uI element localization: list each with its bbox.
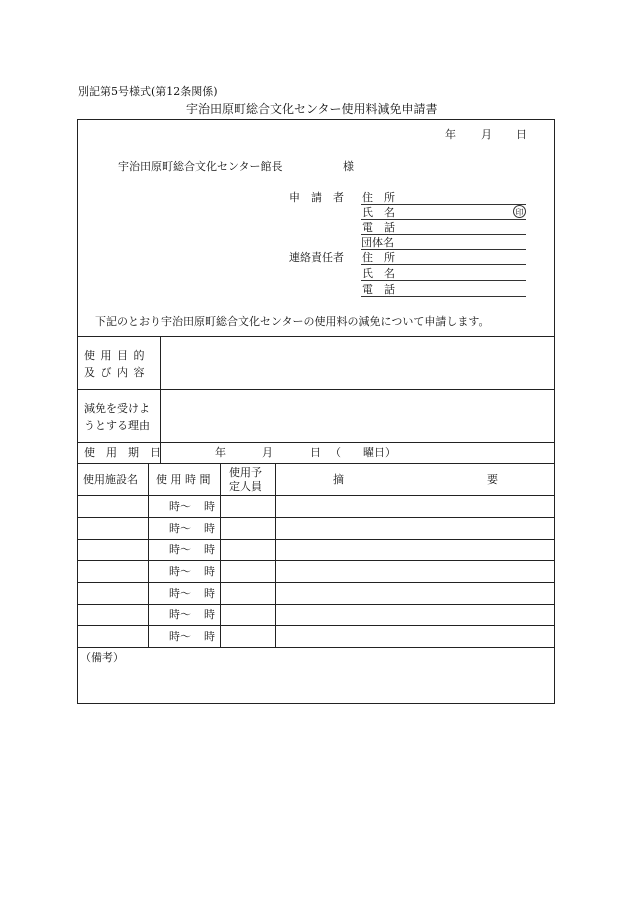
applicant-address-line[interactable]: [361, 204, 526, 205]
time-column-header: 使 用 時 間: [156, 473, 211, 486]
form-title: 宇治田原町総合文化センター使用料減免申請書: [186, 102, 438, 116]
applicant-phone-line[interactable]: [361, 234, 526, 235]
row-time-to: 時: [204, 565, 215, 578]
people-column-header-line2: 定人員: [229, 480, 262, 493]
remarks-input-area[interactable]: [78, 648, 554, 703]
divider-period-top: [77, 442, 555, 443]
applicant-name-label: 氏 名: [362, 206, 395, 219]
seal-mark: 印: [513, 205, 526, 218]
period-month: 月: [262, 446, 273, 459]
date-year: 年: [445, 128, 456, 141]
period-weekday: 曜日）: [363, 446, 396, 459]
recipient-honorific: 様: [343, 160, 354, 173]
date-month: 月: [481, 128, 492, 141]
period-day: 日: [310, 446, 321, 459]
facility-column-divider: [148, 463, 149, 647]
contact-address-label: 住 所: [362, 251, 395, 264]
application-statement: 下記のとおり宇治田原町総合文化センターの使用料の減免について申請します。: [95, 315, 490, 328]
row-time-from: 時～: [169, 522, 191, 535]
contact-address-line[interactable]: [361, 264, 526, 265]
row-time-from: 時～: [169, 587, 191, 600]
org-name-line[interactable]: [361, 249, 526, 250]
row-time-from: 時～: [169, 543, 191, 556]
contact-phone-label: 電 話: [362, 283, 395, 296]
recipient-name: 宇治田原町総合文化センター館長: [118, 160, 283, 173]
reason-input-area[interactable]: [161, 390, 554, 441]
row-time-to: 時: [204, 500, 215, 513]
purpose-label-line2: 及 び 内 容: [84, 366, 146, 379]
summary-column-header-right: 要: [487, 473, 498, 486]
reason-label-line2: うとする理由: [84, 419, 150, 432]
date-day: 日: [516, 128, 527, 141]
people-column-divider: [275, 463, 276, 647]
facility-column-header: 使用施設名: [83, 473, 138, 486]
contact-label: 連絡責任者: [289, 251, 344, 264]
reason-label-line1: 減免を受けよ: [84, 402, 150, 415]
row-time-to: 時: [204, 630, 215, 643]
applicant-label: 申 請 者: [289, 191, 344, 204]
summary-column-header-left: 摘: [333, 473, 344, 486]
row-time-from: 時～: [169, 608, 191, 621]
row-time-from: 時～: [169, 565, 191, 578]
contact-phone-line[interactable]: [361, 296, 526, 297]
applicant-phone-label: 電 話: [362, 221, 395, 234]
period-open-paren: （: [330, 446, 341, 459]
row-time-from: 時～: [169, 500, 191, 513]
applicant-name-line[interactable]: [361, 219, 526, 220]
contact-name-line[interactable]: [361, 280, 526, 281]
period-label: 使 用 期 日: [84, 446, 161, 459]
org-name-label: 団体名: [361, 236, 394, 249]
purpose-label-line1: 使 用 目 的: [84, 349, 146, 362]
row-time-to: 時: [204, 608, 215, 621]
applicant-address-label: 住 所: [362, 191, 395, 204]
time-column-divider: [220, 463, 221, 647]
purpose-input-area[interactable]: [161, 337, 554, 388]
remarks-label: （備考）: [80, 651, 124, 664]
form-number: 別記第5号様式(第12条関係): [78, 85, 218, 98]
row-time-from: 時～: [169, 630, 191, 643]
row-time-to: 時: [204, 522, 215, 535]
row-time-to: 時: [204, 587, 215, 600]
contact-name-label: 氏 名: [362, 267, 395, 280]
people-column-header-line1: 使用予: [229, 466, 262, 479]
row-time-to: 時: [204, 543, 215, 556]
period-year: 年: [215, 446, 226, 459]
